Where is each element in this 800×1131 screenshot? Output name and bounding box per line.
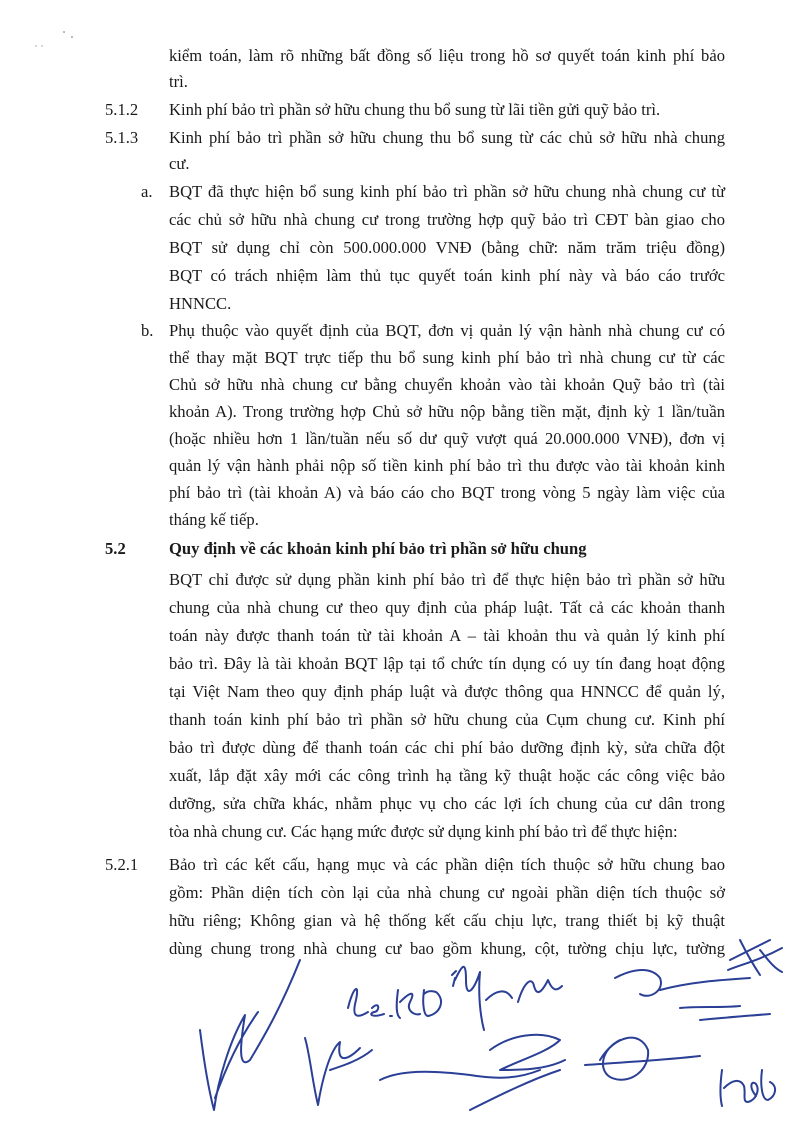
body-line: toán này được thanh toán từ tài khoản A – tài khoản thu và quản lý kinh phí: [169, 626, 725, 645]
signature-5: [380, 1035, 565, 1110]
scan-marks: [28, 28, 88, 50]
body-line: các chủ sở hữu nhà chung cư trong trường hợp quỹ bảo trì CĐT bàn giao cho: [169, 210, 725, 229]
sub-item-letter: a.: [141, 182, 153, 201]
body-line: dùng chung trong nhà chung cư bao gồm khung, cột, tường chịu lực, tường: [169, 939, 725, 958]
body-line: BQT có trách nhiệm làm thủ tục quyết toán kinh phí này và báo cáo trước: [169, 266, 725, 285]
body-line: thanh toán kinh phí bảo trì phần sở hữu chung của Cụm chung cư. Kinh phí: [169, 710, 725, 729]
item-number: 5.1.3: [105, 128, 139, 147]
body-line: BQT sử dụng chỉ còn 500.000.000 VNĐ (bằng chữ: năm trăm triệu đồng): [169, 238, 725, 257]
body-line: (hoặc nhiều hơn 1 lần/tuần nếu số dư quỹ vượt quá 20.000.000 VNĐ), đơn vị: [169, 429, 725, 448]
item-number: 5.1.2: [105, 100, 139, 119]
body-line: HNNCC.: [169, 294, 232, 313]
body-line: BQT chỉ được sử dụng phần kinh phí bảo trì để thực hiện bảo trì phần sở hữu: [169, 570, 725, 589]
body-line: khoản A). Trong trường hợp Chủ sở hữu nộp bằng tiền mặt, định kỳ 1 lần/tuần: [169, 402, 725, 421]
body-line: tại Việt Nam theo quy định pháp luật và được thông qua HNNCC để quản lý,: [169, 682, 725, 701]
body-line: quản lý vận hành phải nộp số tiền kinh phí bảo trì thu được vào tài khoản kinh: [169, 456, 725, 475]
item-text: Kinh phí bảo trì phần sở hữu chung thu bổ sung từ các chủ sở hữu nhà chung: [169, 128, 725, 147]
section-title: Quy định về các khoản kinh phí bảo trì phần sở hữu chung: [169, 539, 587, 558]
item-text: cư.: [169, 154, 190, 173]
item-text: Kinh phí bảo trì phần sở hữu chung thu bổ sung từ lãi tiền gửi quỹ bảo trì.: [169, 100, 661, 119]
signatures: [0, 920, 800, 1131]
body-line: hữu riêng; Không gian và hệ thống kết cấu chịu lực, trang thiết bị kỹ thuật: [169, 911, 725, 930]
signature-8: [728, 940, 782, 975]
body-line: kiểm toán, làm rõ những bất đồng số liệu trong hồ sơ quyết toán kinh phí bảo: [169, 46, 725, 65]
body-line: trì.: [169, 72, 188, 91]
body-line: tòa nhà chung cư. Các hạng mức được sử dụng kinh phí bảo trì để thực hiện:: [169, 822, 678, 841]
signature-4: [455, 967, 562, 1030]
item-number: 5.2.1: [105, 855, 139, 874]
signature-2: [348, 971, 456, 1018]
body-line: bảo trì được dùng để thanh toán các chi phí bảo dưỡng định kỳ, sửa chữa đột: [169, 738, 725, 757]
signature-7: [615, 970, 770, 1020]
sub-item-letter: b.: [141, 321, 154, 340]
signature-3: [305, 1038, 372, 1105]
body-line: phí bảo trì (tài khoản A) và báo cáo cho BQT trong vòng 5 ngày làm việc của: [169, 483, 725, 502]
body-line: tháng kế tiếp.: [169, 510, 259, 529]
body-line: chung của nhà chung cư theo quy định của pháp luật. Tất cả các khoản thanh: [169, 598, 725, 617]
body-line: Bảo trì các kết cấu, hạng mục và các phần diện tích thuộc sở hữu chung bao: [169, 855, 725, 874]
body-line: BQT đã thực hiện bổ sung kinh phí bảo trì phần sở hữu chung nhà chung cư từ: [169, 182, 725, 201]
section-number: 5.2: [105, 539, 126, 558]
signature-6: [585, 1038, 700, 1080]
body-line: thể thay mặt BQT trực tiếp thu bổ sung kinh phí bảo trì nhà chung cư từ các: [169, 348, 725, 367]
body-line: bảo trì. Đây là tài khoản BQT lập tại tổ chức tín dụng có uy tín đang hoạt động: [169, 654, 725, 673]
body-line: dưỡng, sửa chữa khác, nhằm phục vụ cho các lợi ích chung của cư dân trong: [169, 794, 725, 813]
body-line: Chủ sở hữu nhà chung cư bằng chuyển khoản vào tài khoản Quỹ bảo trì (tài: [169, 375, 725, 394]
body-line: Phụ thuộc vào quyết định của BQT, đơn vị quản lý vận hành nhà chung cư có: [169, 321, 725, 340]
body-line: xuất, lắp đặt xây mới các công trình hạ tầng kỹ thuật hoặc các công việc bảo: [169, 766, 725, 785]
signature-1: [200, 960, 300, 1110]
signature-9: [721, 1070, 776, 1106]
body-line: gồm: Phần diện tích còn lại của nhà chung cư ngoài phần diện tích thuộc sở: [169, 883, 725, 902]
